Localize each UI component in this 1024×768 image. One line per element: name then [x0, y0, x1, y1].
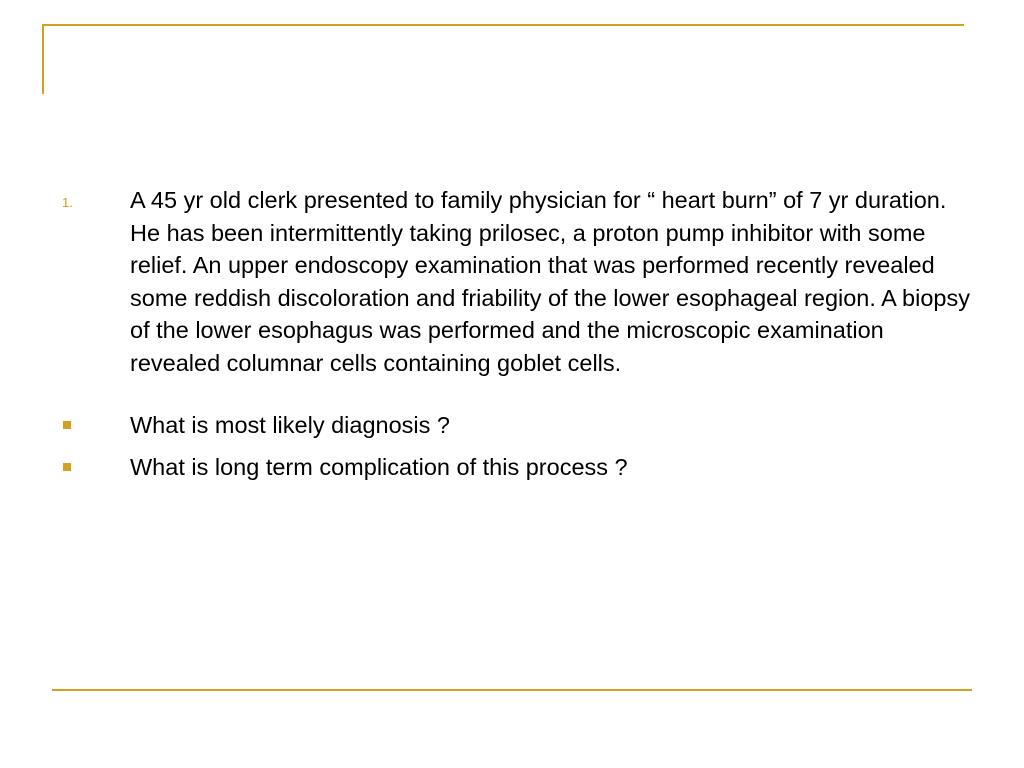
question-text-1: What is most likely diagnosis ? [130, 412, 450, 438]
list-number: 1. [62, 195, 73, 210]
case-description-text: A 45 yr old clerk presented to family physician for “ heart burn” of 7 yr duration. He has been intermittently taking prilosec, a proton pump inhibitor with some relief. An upper endoscopy examination that was performed recently revealed some reddish discoloration and friability of the lower esophageal region. A biopsy of the lower esophagus was performed and the microscopic examination revealed columnar cells containing goblet cells. [130, 187, 970, 376]
case-description-item [60, 184, 970, 379]
question-item-1 [60, 409, 970, 442]
square-bullet-icon [63, 463, 71, 471]
slide-content [60, 184, 970, 483]
top-accent-rule [42, 24, 964, 26]
spacer [60, 379, 970, 409]
bottom-accent-rule [52, 689, 972, 691]
square-bullet-icon [63, 421, 71, 429]
question-item-2 [60, 451, 970, 484]
left-accent-rule [42, 24, 44, 94]
question-text-2: What is long term complication of this process ? [130, 453, 628, 480]
